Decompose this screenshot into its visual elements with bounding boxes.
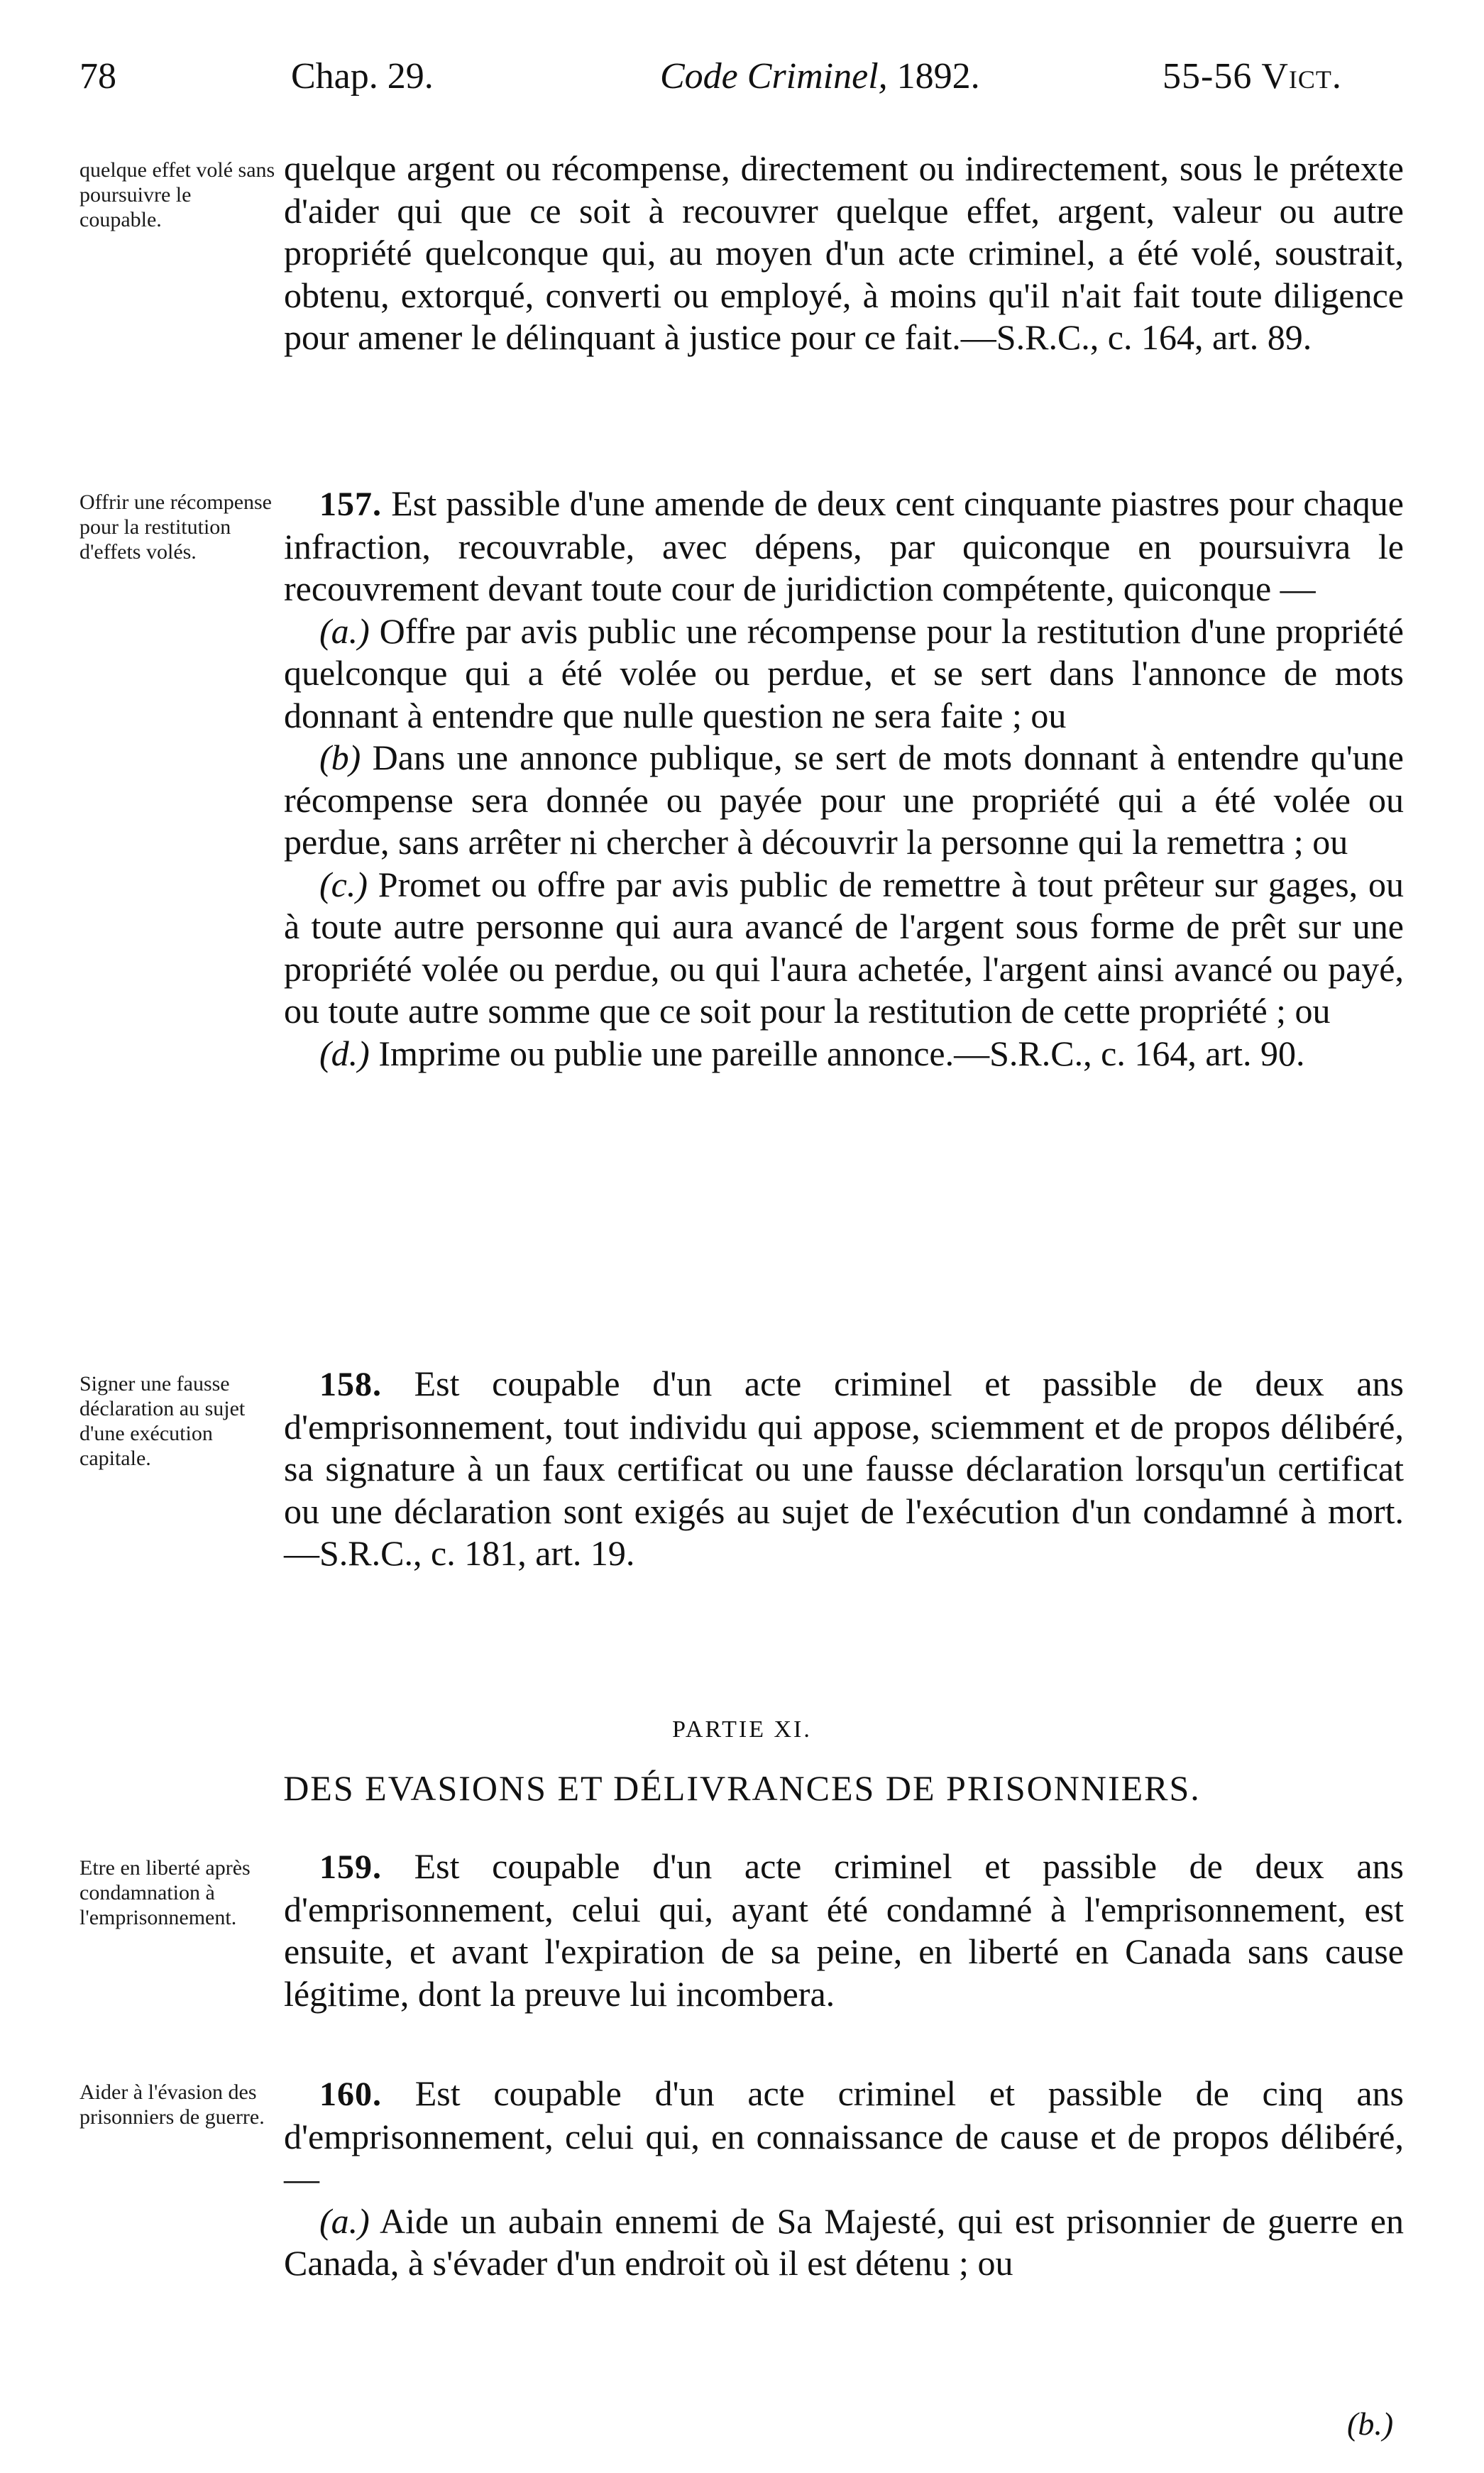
- section-159-text: Est coupable d'un acte criminel et passible de deux ans d'emprisonnement, celui qui, ayant été condamné à l'emprisonnement, est ensuite, et avant l'expiration de sa peine, en liberté en Canada sans cause légitime, dont la preuve lui incombera.: [284, 1846, 1404, 2014]
- section-157-number: 157.: [319, 486, 382, 523]
- section-158-number: 158.: [319, 1366, 382, 1403]
- item-d-label: (d.): [319, 1033, 370, 1073]
- running-header: [0, 55, 1484, 105]
- catchword: (b.): [1347, 2406, 1394, 2442]
- section-157-c: [284, 864, 1404, 1033]
- section-157-d: [284, 1033, 1404, 1075]
- item-b-label: (b): [319, 737, 361, 777]
- margin-note-1: quelque effet volé sans poursuivre le coupable.: [79, 158, 275, 231]
- item-d-text: Imprime ou publie une pareille annonce.—S.R.C., c. 164, art. 90.: [369, 1033, 1305, 1073]
- item-a-label: (a.): [319, 610, 370, 651]
- section-157-a: [284, 610, 1404, 737]
- code-title: [660, 55, 980, 97]
- code-title-name: Code Criminel,: [660, 56, 888, 97]
- continuation-text: quelque argent ou récompense, directement ou indirectement, sous le prétexte d'aider qui que ce soit à recouvrer quelque effet, argent, valeur ou autre propriété quelconque qui, au moyen d'un acte criminel, a été volé, soustrait, obtenu, extorqué, converti ou employé, à moins qu'il n'ait fait toute diligence pour amener le délinquant à justice pour ce fait.—S.R.C., c. 164, art. 89.: [284, 148, 1404, 357]
- section-160-number: 160.: [319, 2076, 382, 2113]
- part-heading: DES EVASIONS ET DÉLIVRANCES DE PRISONNIERS.: [283, 1768, 1201, 1808]
- section-160-paragraph: [284, 2073, 1404, 2200]
- item-c-label: (c.): [319, 864, 368, 904]
- section-158: [284, 1363, 1404, 1575]
- item-a-text: Offre par avis public une récompense pour la restitution d'une propriété quelconque qui a été volée ou perdue, et se sert dans l'annonce de mots donnant à entendre que nulle question ne sera faite ; ou: [284, 610, 1404, 735]
- section-159: [284, 1846, 1404, 2015]
- section-157-b: [284, 737, 1404, 864]
- section-158-text: Est coupable d'un acte criminel et passible de deux ans d'emprisonnement, tout individu qui appose, sciemment et de propos délibéré, sa signature à un faux certificat ou une fausse déclaration lorsqu'un certificat ou une déclaration sont exigés au sujet de l'exécution d'un condamné à mort.—S.R.C., c. 181, art. 19.: [284, 1364, 1404, 1573]
- item-c-text: Promet ou offre par avis public de remettre à tout prêteur sur gages, ou à toute autre personne qui aura avancé de l'argent sous forme de prêt sur une propriété volée ou perdue, ou qui l'aura achetée, l'argent ainsi avancé ou payé, ou toute autre somme que ce soit pour la restitution de cette propriété ; ou: [284, 864, 1404, 1031]
- item-a-text: Aide un aubain ennemi de Sa Majesté, qui est prisonnier de guerre en Canada, à s'évader d'un endroit où il est détenu ; ou: [284, 2200, 1404, 2283]
- section-157-text: Est passible d'une amende de deux cent cinquante piastres pour chaque infraction, recouvrable, avec dépens, par quiconque en poursuivra le recouvrement devant toute cour de juridiction compétente, quiconque —: [284, 483, 1404, 608]
- regnal-year: 55-56 Vict.: [1163, 56, 1342, 97]
- section-157: [284, 483, 1404, 1075]
- section-158-paragraph: [284, 1363, 1404, 1575]
- code-year: 1892.: [896, 56, 980, 97]
- section-160: [284, 2073, 1404, 2285]
- section-157-intro: [284, 483, 1404, 610]
- margin-note-2: Offrir une récompense pour la restitution d'effets volés.: [79, 490, 272, 564]
- item-b-text: Dans une annonce publique, se sert de mots donnant à entendre qu'une récompense sera donnée ou payée pour une propriété qui a été volée ou perdue, sans arrêter ni chercher à découvrir la personne qui la remettra ; ou: [284, 737, 1404, 862]
- section-159-paragraph: [284, 1846, 1404, 2015]
- item-a-label: (a.): [319, 2200, 370, 2241]
- section-156-continuation: [284, 148, 1404, 359]
- section-160-text: Est coupable d'un acte criminel et passible de cinq ans d'emprisonnement, celui qui, en connaissance de cause et de propos délibéré,—: [284, 2073, 1404, 2198]
- margin-note-3: Signer une fausse déclaration au sujet d'une exécution capitale.: [79, 1372, 246, 1470]
- page-number: 78: [79, 56, 116, 97]
- section-159-number: 159.: [319, 1848, 382, 1886]
- margin-note-4: Etre en liberté après condamnation à l'emprisonnement.: [79, 1856, 251, 1929]
- section-160-a: [284, 2200, 1404, 2285]
- margin-note-5: Aider à l'évasion des prisonniers de guerre.: [79, 2080, 265, 2129]
- chapter-label: Chap. 29.: [291, 56, 434, 97]
- part-label: PARTIE XI.: [672, 1716, 812, 1743]
